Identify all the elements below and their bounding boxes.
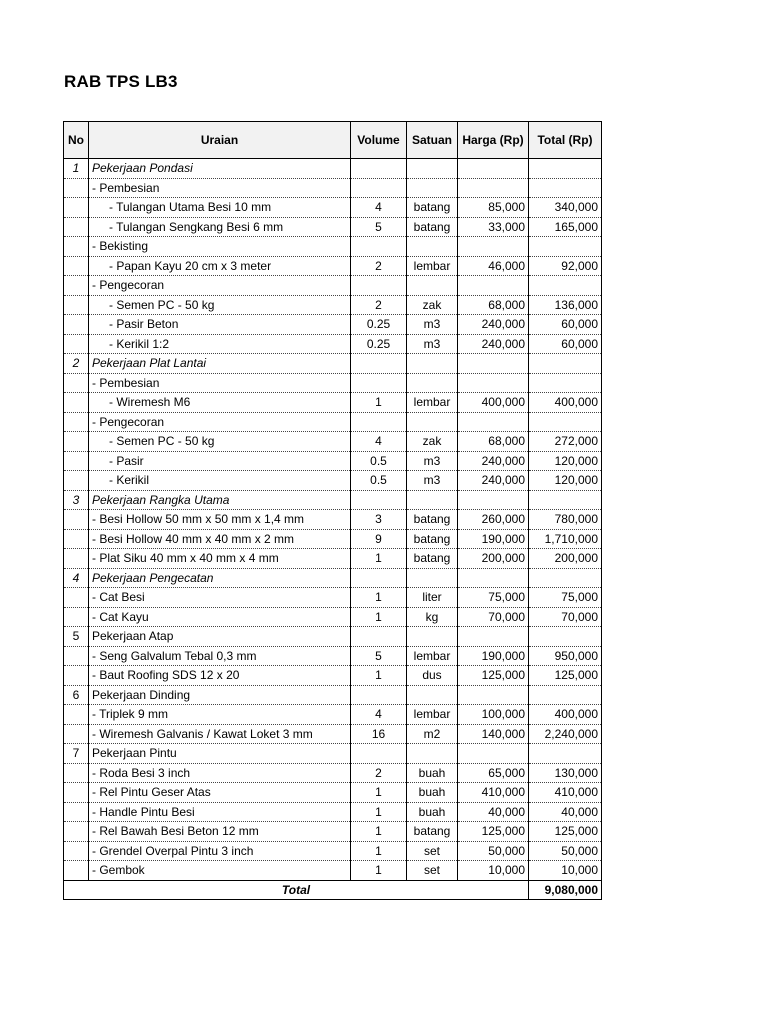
cell-volume: [351, 685, 407, 705]
cell-uraian: - Pembesian: [89, 178, 351, 198]
cell-no: [64, 432, 89, 452]
cell-volume: 0.25: [351, 334, 407, 354]
cell-harga: [458, 412, 529, 432]
cell-total: [529, 627, 602, 647]
section-row: [64, 568, 602, 588]
cell-uraian: Pekerjaan Pengecatan: [89, 568, 351, 588]
cell-uraian: - Wiremesh Galvanis / Kawat Loket 3 mm: [89, 724, 351, 744]
header-total: Total (Rp): [529, 122, 602, 159]
table-row: [64, 549, 602, 569]
cell-uraian: - Papan Kayu 20 cm x 3 meter: [89, 256, 351, 276]
cell-volume: [351, 178, 407, 198]
section-row: [64, 685, 602, 705]
table-header-row: [64, 122, 602, 159]
table-row: [64, 841, 602, 861]
table-row: [64, 646, 602, 666]
cell-uraian: - Pasir Beton: [89, 315, 351, 335]
table-row: [64, 237, 602, 257]
cell-no: [64, 724, 89, 744]
cell-volume: [351, 354, 407, 374]
cell-satuan: batang: [407, 529, 458, 549]
grand-total-value: 9,080,000: [529, 880, 602, 899]
cell-harga: 240,000: [458, 334, 529, 354]
cell-harga: 190,000: [458, 646, 529, 666]
cell-total: 165,000: [529, 217, 602, 237]
cell-no: [64, 315, 89, 335]
cell-total: 136,000: [529, 295, 602, 315]
cell-uraian: - Semen PC - 50 kg: [89, 295, 351, 315]
table-row: [64, 822, 602, 842]
cell-volume: 1: [351, 841, 407, 861]
cell-total: 125,000: [529, 822, 602, 842]
cell-harga: [458, 490, 529, 510]
cell-volume: 4: [351, 432, 407, 452]
cell-total: 130,000: [529, 763, 602, 783]
cell-satuan: batang: [407, 510, 458, 530]
cell-total: [529, 354, 602, 374]
cell-satuan: m3: [407, 471, 458, 491]
table-row: [64, 315, 602, 335]
cell-uraian: - Besi Hollow 50 mm x 50 mm x 1,4 mm: [89, 510, 351, 530]
cell-uraian: - Wiremesh M6: [89, 393, 351, 413]
cell-harga: [458, 159, 529, 179]
cell-harga: [458, 568, 529, 588]
cell-no: [64, 588, 89, 608]
cell-volume: 1: [351, 783, 407, 803]
cell-harga: 70,000: [458, 607, 529, 627]
cell-uraian: - Grendel Overpal Pintu 3 inch: [89, 841, 351, 861]
cell-uraian: - Handle Pintu Besi: [89, 802, 351, 822]
cell-no: [64, 705, 89, 725]
cell-satuan: [407, 159, 458, 179]
cell-volume: 1: [351, 822, 407, 842]
cell-volume: 2: [351, 295, 407, 315]
section-row: [64, 490, 602, 510]
cell-total: [529, 412, 602, 432]
cell-satuan: kg: [407, 607, 458, 627]
cell-harga: 260,000: [458, 510, 529, 530]
cell-uraian: Pekerjaan Pondasi: [89, 159, 351, 179]
cell-no: [64, 276, 89, 296]
cell-satuan: [407, 373, 458, 393]
cell-harga: [458, 354, 529, 374]
cell-uraian: - Cat Besi: [89, 588, 351, 608]
cell-uraian: - Besi Hollow 40 mm x 40 mm x 2 mm: [89, 529, 351, 549]
cell-no: [64, 256, 89, 276]
cell-harga: 33,000: [458, 217, 529, 237]
table-row: [64, 861, 602, 881]
table-row: [64, 373, 602, 393]
cell-satuan: [407, 490, 458, 510]
cell-volume: [351, 568, 407, 588]
cell-uraian: - Baut Roofing SDS 12 x 20: [89, 666, 351, 686]
cell-harga: 40,000: [458, 802, 529, 822]
cell-satuan: liter: [407, 588, 458, 608]
cell-volume: 5: [351, 646, 407, 666]
cell-harga: [458, 237, 529, 257]
cell-satuan: [407, 412, 458, 432]
document-title: RAB TPS LB3: [64, 72, 178, 91]
cell-total: 200,000: [529, 549, 602, 569]
cell-total: 92,000: [529, 256, 602, 276]
cell-uraian: - Kerikil 1:2: [89, 334, 351, 354]
cell-satuan: batang: [407, 822, 458, 842]
cell-uraian: Pekerjaan Plat Lantai: [89, 354, 351, 374]
table-row: [64, 724, 602, 744]
cell-harga: [458, 744, 529, 764]
cell-uraian: Pekerjaan Dinding: [89, 685, 351, 705]
table-row: [64, 510, 602, 530]
cell-harga: 65,000: [458, 763, 529, 783]
cell-harga: 240,000: [458, 471, 529, 491]
cell-satuan: lembar: [407, 705, 458, 725]
cell-total: 70,000: [529, 607, 602, 627]
cell-no: [64, 412, 89, 432]
table-row: [64, 412, 602, 432]
cell-volume: 2: [351, 256, 407, 276]
cell-satuan: lembar: [407, 393, 458, 413]
cell-no: [64, 607, 89, 627]
cell-satuan: [407, 276, 458, 296]
cell-volume: 0.25: [351, 315, 407, 335]
cell-uraian: - Pengecoran: [89, 412, 351, 432]
cell-uraian: - Rel Pintu Geser Atas: [89, 783, 351, 803]
cell-total: 2,240,000: [529, 724, 602, 744]
cell-no: [64, 763, 89, 783]
cell-uraian: - Triplek 9 mm: [89, 705, 351, 725]
cell-total: [529, 490, 602, 510]
cell-satuan: batang: [407, 549, 458, 569]
cell-harga: 200,000: [458, 549, 529, 569]
table-row: [64, 802, 602, 822]
cell-uraian: - Kerikil: [89, 471, 351, 491]
header-volume: Volume: [351, 122, 407, 159]
cell-harga: [458, 276, 529, 296]
cell-volume: 16: [351, 724, 407, 744]
cell-harga: 125,000: [458, 666, 529, 686]
cell-volume: [351, 744, 407, 764]
cell-no: [64, 822, 89, 842]
cell-volume: 0.5: [351, 451, 407, 471]
cell-satuan: lembar: [407, 646, 458, 666]
cell-harga: 400,000: [458, 393, 529, 413]
cell-volume: 1: [351, 549, 407, 569]
cell-harga: 190,000: [458, 529, 529, 549]
cell-total: 400,000: [529, 705, 602, 725]
cell-no: [64, 295, 89, 315]
cell-uraian: - Tulangan Utama Besi 10 mm: [89, 198, 351, 218]
cell-volume: [351, 373, 407, 393]
header-satuan: Satuan: [407, 122, 458, 159]
cell-total: [529, 276, 602, 296]
cell-total: 125,000: [529, 666, 602, 686]
cell-no: 1: [64, 159, 89, 179]
cell-no: 2: [64, 354, 89, 374]
cell-uraian: - Rel Bawah Besi Beton 12 mm: [89, 822, 351, 842]
section-row: [64, 354, 602, 374]
table-row: [64, 256, 602, 276]
cell-harga: [458, 685, 529, 705]
cell-satuan: [407, 568, 458, 588]
cell-satuan: m3: [407, 451, 458, 471]
cell-volume: 0.5: [351, 471, 407, 491]
cell-no: 7: [64, 744, 89, 764]
cell-no: 6: [64, 685, 89, 705]
section-row: [64, 744, 602, 764]
cell-no: [64, 841, 89, 861]
cell-volume: [351, 159, 407, 179]
cell-total: 950,000: [529, 646, 602, 666]
cell-total: [529, 237, 602, 257]
cell-total: [529, 744, 602, 764]
cell-uraian: Pekerjaan Atap: [89, 627, 351, 647]
table-row: [64, 783, 602, 803]
table-row: [64, 705, 602, 725]
cell-total: 340,000: [529, 198, 602, 218]
cell-no: [64, 393, 89, 413]
cell-harga: 140,000: [458, 724, 529, 744]
cell-harga: 240,000: [458, 315, 529, 335]
cell-harga: [458, 627, 529, 647]
cell-satuan: m3: [407, 334, 458, 354]
cell-total: [529, 159, 602, 179]
cell-total: [529, 568, 602, 588]
table-row: [64, 763, 602, 783]
cell-volume: [351, 412, 407, 432]
cell-total: 40,000: [529, 802, 602, 822]
cell-volume: [351, 237, 407, 257]
cell-no: [64, 549, 89, 569]
cell-total: 780,000: [529, 510, 602, 530]
cell-harga: 68,000: [458, 432, 529, 452]
cell-no: [64, 217, 89, 237]
cell-satuan: m3: [407, 315, 458, 335]
cell-no: 4: [64, 568, 89, 588]
cell-satuan: buah: [407, 802, 458, 822]
cell-harga: 100,000: [458, 705, 529, 725]
header-uraian: Uraian: [89, 122, 351, 159]
cell-volume: 1: [351, 607, 407, 627]
cell-no: [64, 666, 89, 686]
cell-uraian: Pekerjaan Rangka Utama: [89, 490, 351, 510]
cell-volume: 5: [351, 217, 407, 237]
cell-harga: 68,000: [458, 295, 529, 315]
cell-satuan: [407, 178, 458, 198]
cell-uraian: - Gembok: [89, 861, 351, 881]
header-no: No: [64, 122, 89, 159]
table-row: [64, 451, 602, 471]
cell-uraian: - Bekisting: [89, 237, 351, 257]
cell-harga: 10,000: [458, 861, 529, 881]
cell-volume: 1: [351, 393, 407, 413]
cell-harga: [458, 178, 529, 198]
cell-volume: 1: [351, 588, 407, 608]
table-row: [64, 393, 602, 413]
cell-satuan: set: [407, 841, 458, 861]
table-row: [64, 666, 602, 686]
cell-total: 60,000: [529, 334, 602, 354]
cell-satuan: buah: [407, 763, 458, 783]
table-row: [64, 334, 602, 354]
section-row: [64, 627, 602, 647]
cell-satuan: [407, 685, 458, 705]
cell-satuan: [407, 744, 458, 764]
cell-no: 3: [64, 490, 89, 510]
cell-volume: 1: [351, 666, 407, 686]
cell-harga: 240,000: [458, 451, 529, 471]
cell-no: [64, 802, 89, 822]
cell-no: [64, 783, 89, 803]
cell-total: 400,000: [529, 393, 602, 413]
cell-no: 5: [64, 627, 89, 647]
cell-total: 60,000: [529, 315, 602, 335]
cell-harga: 125,000: [458, 822, 529, 842]
cell-harga: [458, 373, 529, 393]
cell-satuan: lembar: [407, 256, 458, 276]
cell-harga: 75,000: [458, 588, 529, 608]
cell-total: 272,000: [529, 432, 602, 452]
section-row: [64, 159, 602, 179]
cell-harga: 46,000: [458, 256, 529, 276]
cell-uraian: - Pembesian: [89, 373, 351, 393]
total-label: Total: [64, 880, 529, 899]
cell-total: 75,000: [529, 588, 602, 608]
cell-uraian: Pekerjaan Pintu: [89, 744, 351, 764]
table-body: [64, 159, 602, 881]
cell-volume: 4: [351, 198, 407, 218]
table-row: [64, 529, 602, 549]
cell-satuan: [407, 237, 458, 257]
table-row: [64, 198, 602, 218]
cell-total: [529, 373, 602, 393]
cell-no: [64, 237, 89, 257]
cell-harga: 410,000: [458, 783, 529, 803]
cell-satuan: batang: [407, 198, 458, 218]
cell-volume: 1: [351, 802, 407, 822]
cell-volume: [351, 627, 407, 647]
cell-no: [64, 178, 89, 198]
cell-uraian: - Pengecoran: [89, 276, 351, 296]
cell-volume: 3: [351, 510, 407, 530]
cell-no: [64, 861, 89, 881]
cell-harga: 85,000: [458, 198, 529, 218]
cell-total: [529, 178, 602, 198]
cell-satuan: dus: [407, 666, 458, 686]
cell-no: [64, 510, 89, 530]
cell-satuan: [407, 354, 458, 374]
cell-total: 50,000: [529, 841, 602, 861]
cell-no: [64, 198, 89, 218]
cell-total: [529, 685, 602, 705]
table-row: [64, 607, 602, 627]
header-harga: Harga (Rp): [458, 122, 529, 159]
cell-satuan: [407, 627, 458, 647]
cell-uraian: - Plat Siku 40 mm x 40 mm x 4 mm: [89, 549, 351, 569]
cell-satuan: buah: [407, 783, 458, 803]
table-row: [64, 432, 602, 452]
cell-volume: 2: [351, 763, 407, 783]
cell-volume: 4: [351, 705, 407, 725]
cell-total: 120,000: [529, 451, 602, 471]
cell-volume: 9: [351, 529, 407, 549]
table-row: [64, 295, 602, 315]
cell-satuan: zak: [407, 432, 458, 452]
cell-uraian: - Tulangan Sengkang Besi 6 mm: [89, 217, 351, 237]
cell-no: [64, 451, 89, 471]
cell-no: [64, 646, 89, 666]
cell-uraian: - Pasir: [89, 451, 351, 471]
table-row: [64, 217, 602, 237]
cell-no: [64, 471, 89, 491]
cell-uraian: - Cat Kayu: [89, 607, 351, 627]
table-row: [64, 588, 602, 608]
cell-harga: 50,000: [458, 841, 529, 861]
cell-no: [64, 334, 89, 354]
total-row: [64, 880, 602, 899]
cell-volume: [351, 490, 407, 510]
cell-volume: [351, 276, 407, 296]
cell-total: 120,000: [529, 471, 602, 491]
cell-satuan: m2: [407, 724, 458, 744]
cell-volume: 1: [351, 861, 407, 881]
cell-no: [64, 529, 89, 549]
cell-total: 410,000: [529, 783, 602, 803]
cell-total: 10,000: [529, 861, 602, 881]
rab-table: [63, 121, 602, 900]
cell-total: 1,710,000: [529, 529, 602, 549]
cell-uraian: - Roda Besi 3 inch: [89, 763, 351, 783]
table-row: [64, 276, 602, 296]
cell-satuan: batang: [407, 217, 458, 237]
cell-uraian: - Semen PC - 50 kg: [89, 432, 351, 452]
table-row: [64, 471, 602, 491]
cell-uraian: - Seng Galvalum Tebal 0,3 mm: [89, 646, 351, 666]
cell-satuan: zak: [407, 295, 458, 315]
table-row: [64, 178, 602, 198]
cell-satuan: set: [407, 861, 458, 881]
cell-no: [64, 373, 89, 393]
